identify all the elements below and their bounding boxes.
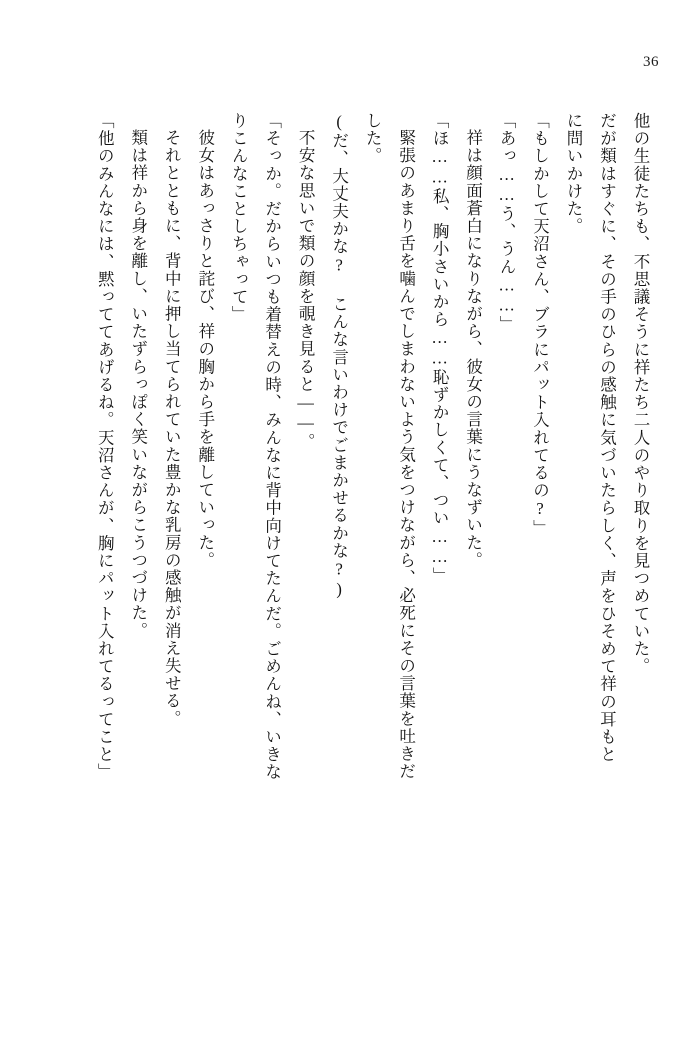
- text-line: (だ、大丈夫かな? こんな言いわけでごまかせるかな?): [329, 112, 349, 600]
- text-line: 「もしかして天沼さん、ブラにパット入れてるの?」: [530, 112, 550, 537]
- text-line: した。: [363, 112, 383, 165]
- text-line: 「そっか。だからいつも着替えの時、みんなに背中向けてたんだ。ごめんね、いきな: [262, 112, 282, 781]
- page-number: 36: [643, 54, 659, 70]
- text-line: りこんなことしちゃって」: [229, 112, 249, 324]
- text-line: 緊張のあまり舌を噛んでしまわないよう気をつけながら、必死にその言葉を吐きだ: [396, 129, 416, 781]
- vertical-text-body: [38, 112, 657, 952]
- text-line: 「ほ……私、胸小さいから……恥ずかしくて、つい……」: [430, 112, 450, 585]
- text-line: 「あっ……う、うん……」: [497, 112, 517, 334]
- text-line: だが類はすぐに、その手のひらの感触に気づいたらしく、声をひそめて祥の耳もと: [597, 112, 617, 764]
- text-line: 不安な思いで類の顔を覗き見ると——。: [296, 129, 316, 451]
- text-line: 祥は顔面蒼白になりながら、彼女の言葉にうなずいた。: [463, 129, 483, 569]
- text-line: それとともに、背中に押し当てられていた豊かな乳房の感触が消え失せる。: [162, 129, 182, 728]
- text-line: 「他のみんなには、黙っててあげるね。天沼さんが、胸にパット入れてるってこと」: [95, 112, 115, 781]
- text-line: 他の生徒たちも、不思議そうに祥たち二人のやり取りを見つめていた。: [631, 112, 650, 676]
- text-line: に問いかけた。: [564, 112, 584, 236]
- text-line: 彼女はあっさりと詫び、祥の胸から手を離していった。: [195, 129, 215, 569]
- text-line: 類は祥から身を離し、いたずらっぽく笑いながらこうつづけた。: [128, 129, 148, 640]
